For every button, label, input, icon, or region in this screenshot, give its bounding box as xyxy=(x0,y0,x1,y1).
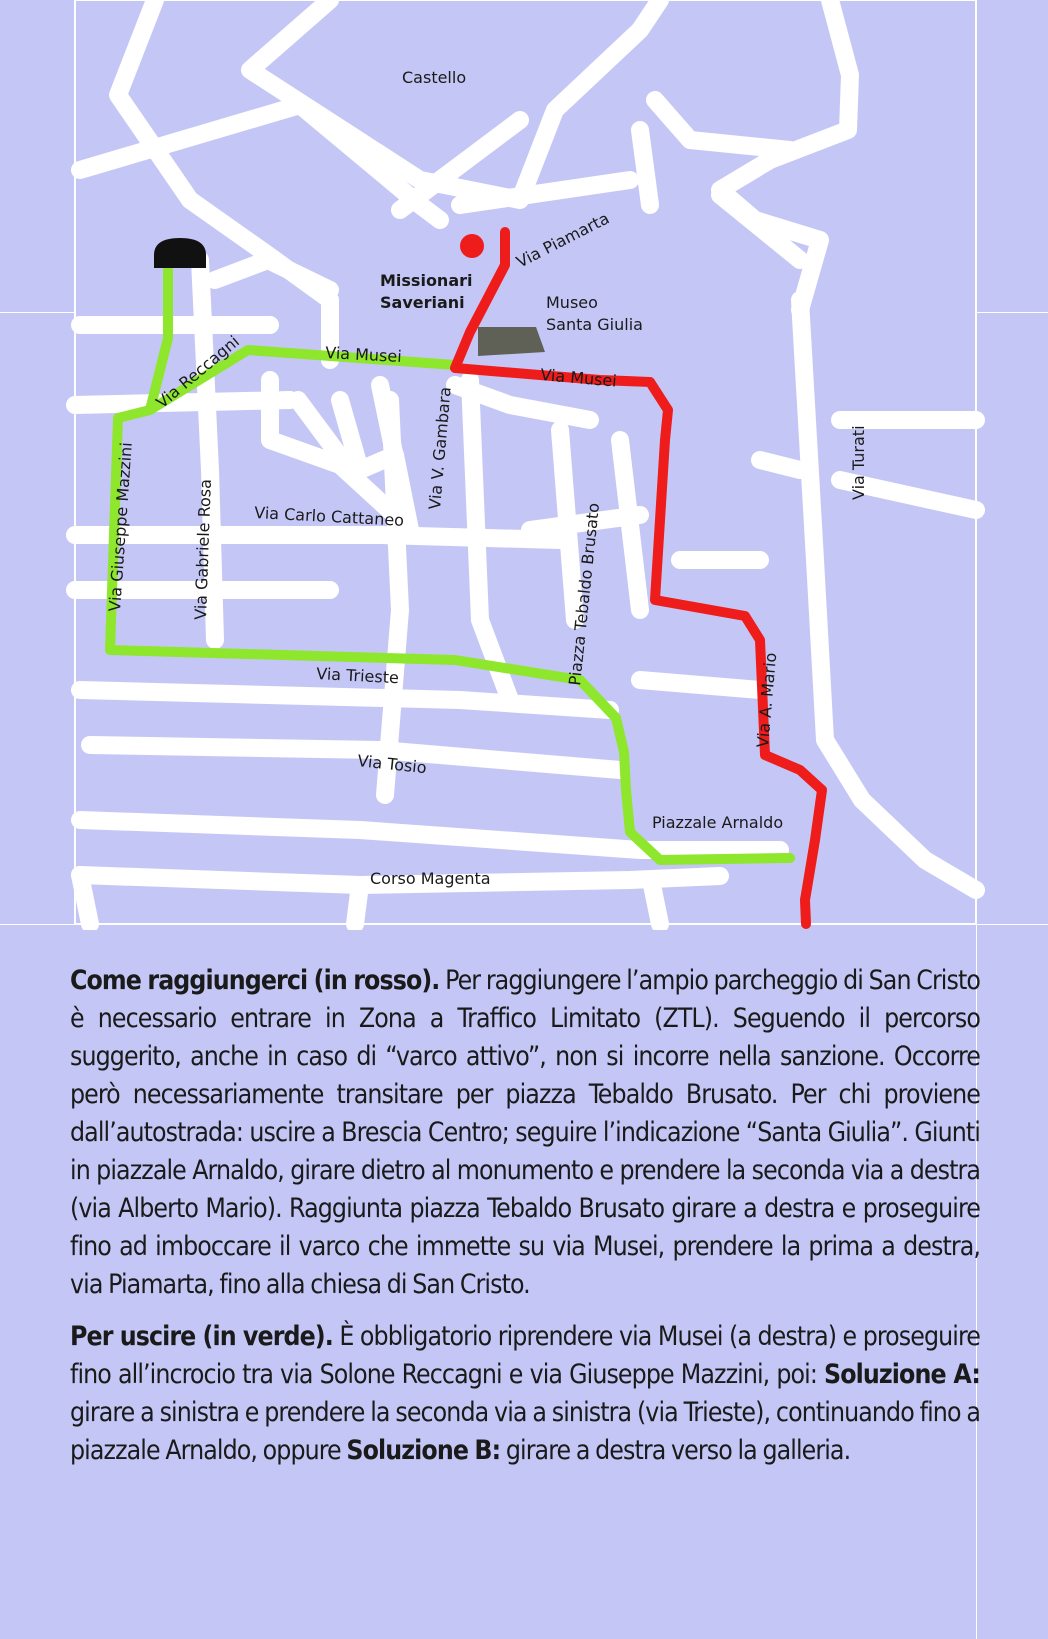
label-via-musei-green: Via Musei xyxy=(324,343,403,366)
label-missionari-line2: Saveriani xyxy=(380,293,465,312)
label-via-piamarta: Via Piamarta xyxy=(513,208,613,272)
label-piazzale-arnaldo: Piazzale Arnaldo xyxy=(652,813,784,832)
directions-out-body-c: girare a destra verso la galleria. xyxy=(500,1435,851,1466)
directions-text xyxy=(70,962,980,1484)
label-via-a-mario: Via A. Mario xyxy=(753,651,781,749)
directions-out-body-b: girare a sinistra e prendere la seconda via a sinistra (via Trieste), continuando fino a piazzale Arnaldo, oppure xyxy=(70,1397,980,1466)
label-castello: Castello xyxy=(402,68,467,87)
museo-building xyxy=(478,327,545,356)
directions-in-body: Per raggiungere l’ampio parcheggio di San Cristo è necessario entrare in Zona a Traffico Limitato (ZTL). Seguendo il percorso suggerito, anche in caso di “varco attivo”, non si incorre nella sanzione. Occorre però necessariamente transitare per piazza Tebaldo Brusato. Per chi proviene dall’autostrada: uscire a Brescia Centro; seguire l’indicazione “Santa Giulia”. Giunti in piazzale Arnaldo, girare dietro al monumento e prendere la seconda via a destra (via Alberto Mario). Raggiunta piazza Tebaldo Brusato girare a destra e proseguire fino ad imboccare il varco che immette su via Musei, prendere la prima a destra, via Piamarta, fino alla chiesa di San Cristo. xyxy=(70,965,980,1300)
label-via-turati: Via Turati xyxy=(849,425,868,500)
directions-out-paragraph xyxy=(70,1318,980,1470)
directions-out-title: Per uscire (in verde). xyxy=(70,1321,333,1352)
destination-marker-icon xyxy=(460,234,484,258)
solution-b-label: Soluzione B: xyxy=(346,1435,501,1466)
label-via-carlo-cattaneo: Via Carlo Cattaneo xyxy=(253,503,405,530)
label-missionari-line1: Missionari xyxy=(380,271,473,290)
label-corso-magenta: Corso Magenta xyxy=(370,869,491,888)
label-via-tosio: Via Tosio xyxy=(356,751,428,778)
tunnel-icon xyxy=(154,238,206,268)
label-via-musei-red: Via Musei xyxy=(539,365,618,391)
directions-in-paragraph xyxy=(70,962,980,1304)
label-via-gabriele-rosa: Via Gabriele Rosa xyxy=(191,478,215,621)
label-museo-line1: Museo xyxy=(546,293,598,312)
directions-out-body-a: È obbligatorio riprendere via Musei (a destra) e proseguire fino all’incrocio tra via Solone Reccagni e via Giuseppe Mazzini, poi: xyxy=(70,1321,980,1390)
label-via-gambara: Via V. Gambara xyxy=(425,386,455,511)
solution-a-label: Soluzione A: xyxy=(824,1359,980,1390)
label-museo-line2: Santa Giulia xyxy=(546,315,643,334)
directions-in-title: Come raggiungerci (in rosso). xyxy=(70,965,440,996)
label-via-trieste: Via Trieste xyxy=(315,664,400,688)
label-via-giuseppe-mazzini: Via Giuseppe Mazzini xyxy=(105,441,136,613)
label-piazza-tebaldo-brusato: Piazza Tebaldo Brusato xyxy=(565,501,604,687)
label-via-reccagni: Via Reccagni xyxy=(152,331,243,413)
